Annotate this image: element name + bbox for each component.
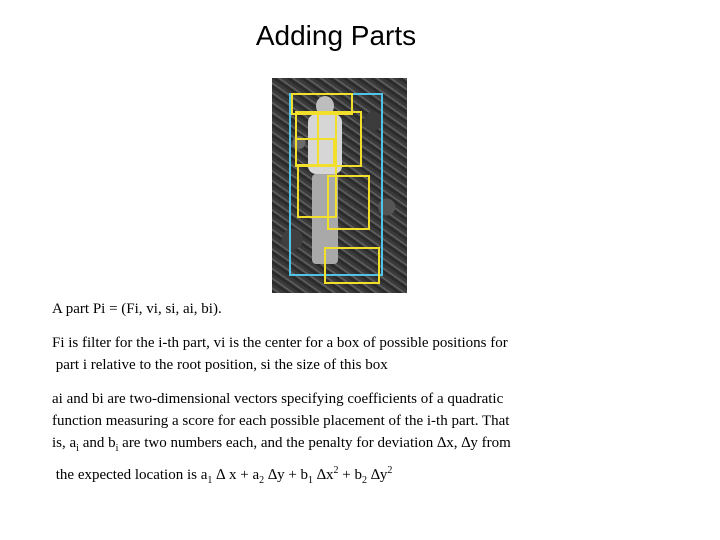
subscript: 2 (361, 475, 367, 486)
slide-body (52, 298, 612, 492)
coefficient-description-line-2: function measuring a score for each possible placement of the i-th part. That (52, 413, 510, 429)
text-run: the expected location is a (52, 467, 208, 483)
penalty-formula-line (52, 460, 612, 492)
subscript: i (115, 443, 119, 454)
text-run: are two numbers each, and the penalty for deviation ∆x, ∆y from (118, 435, 511, 451)
text-run: is, a (52, 435, 77, 451)
filter-description-line-2: part i relative to the root position, si the size of this box (52, 357, 388, 373)
slide-title: Adding Parts (255, 20, 417, 51)
filter-description-line-1: Fi is filter for the i-th part, vi is the center for a box of possible positions for (52, 335, 508, 351)
subscript: 1 (207, 475, 213, 486)
pedestrian-photo (272, 78, 407, 293)
text-run: and b (78, 435, 116, 451)
text-run: ∆ x + a (212, 467, 260, 483)
part-box-feet (324, 247, 380, 284)
text-run: ∆x (313, 467, 334, 483)
subscript: i (76, 443, 79, 454)
text-run: ∆y + b (264, 467, 309, 483)
coefficient-description-line-1: ai and bi are two-dimensional vectors specifying coefficients of a quadratic (52, 391, 504, 407)
coefficient-description-line-3 (52, 432, 612, 460)
superscript: 2 (333, 465, 339, 476)
part-box-thigh-right (327, 175, 370, 230)
subscript: 2 (259, 475, 265, 486)
superscript: 2 (387, 465, 393, 476)
part-definition: A part Pi = (Fi, vi, si, ai, bi). (52, 301, 222, 317)
subscript: 1 (308, 475, 314, 486)
text-run: + b (338, 467, 362, 483)
part-box-arm (295, 138, 335, 166)
text-run: ∆y (366, 467, 388, 483)
